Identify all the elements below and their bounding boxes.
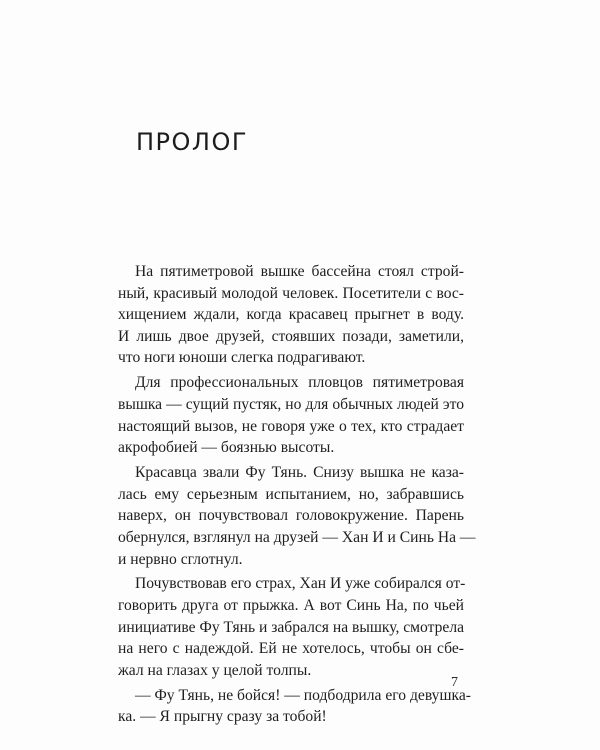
paragraph-4 [118, 573, 464, 681]
chapter-title: ПРОЛОГ [136, 128, 248, 156]
paragraph-3 [118, 462, 476, 570]
text-line: обернулся, взглянул на друзей — Хан И и Синь На — [118, 528, 476, 546]
text-line: хищением ждали, когда красавец прыгнет в воду. [118, 306, 464, 324]
text-line: — Фу Тянь, не бойся! — подбодрила его девушка- [135, 686, 471, 704]
text-line: Красавца звали Фу Тянь. Снизу вышка не каза- [135, 464, 464, 482]
text-line: инициативе Фу Тянь и забрался на вышку, смотрела [118, 618, 465, 636]
text-line: настоящий вызов, не говоря уже о тех, кто страдает [118, 417, 464, 435]
page-number: 7 [451, 675, 458, 690]
prologue-text [118, 261, 476, 731]
paragraph-2 [118, 372, 464, 458]
paragraph-5 [118, 685, 471, 728]
text-line: акрофобией — боязнью высоты. [118, 439, 335, 457]
paragraph-1 [118, 261, 464, 369]
text-line: и нервно сглотнул. [118, 550, 243, 568]
text-line: Почувствовав его страх, Хан И уже собирался от- [135, 575, 466, 593]
text-line: на него с надеждой. Ей не хотелось, чтобы он сбе- [118, 640, 464, 658]
text-line: лась ему серьезным испытанием, но, забравшись [118, 485, 464, 503]
text-line: говорить друга от прыжка. А вот Синь На, по чьей [118, 597, 464, 615]
text-line: ный, красивый молодой человек. Посетители с вос- [118, 284, 464, 302]
text-line: наверх, он почувствовал головокружение. Парень [118, 507, 464, 525]
text-line: жал на глазах у целой толпы. [118, 661, 312, 679]
text-line: ка. — Я прыгну сразу за тобой! [118, 708, 327, 726]
text-line: И лишь двое друзей, стоявших позади, заметили, [118, 327, 464, 345]
text-line: Для профессиональных пловцов пятиметровая [135, 374, 464, 392]
text-line: На пятиметровой вышке бассейна стоял строй- [135, 263, 464, 280]
text-line: что ноги юноши слегка подрагивают. [118, 349, 366, 367]
text-line: вышка — сущий пустяк, но для обычных людей это [118, 395, 464, 413]
